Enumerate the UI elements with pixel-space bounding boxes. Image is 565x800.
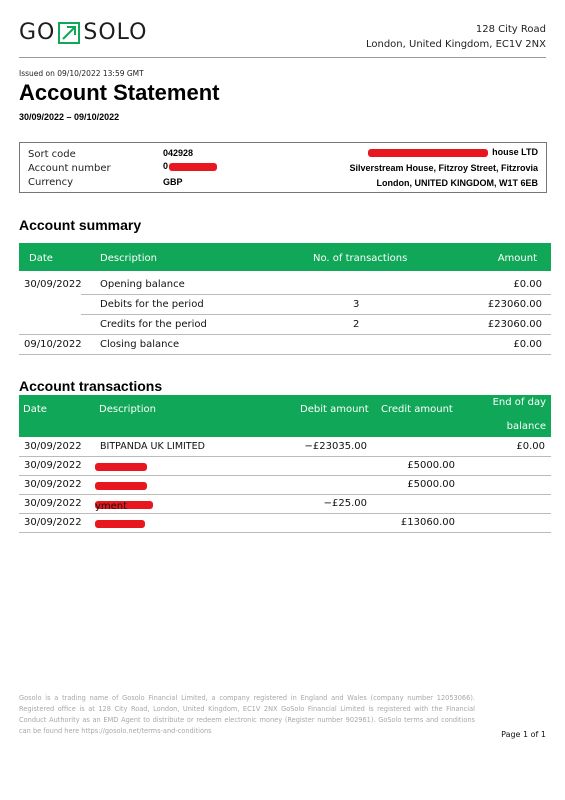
cell-debit: −£23035.00 — [304, 441, 367, 452]
transaction-row — [19, 456, 551, 476]
summary-header-row — [19, 243, 551, 271]
cell-date: 30/09/2022 — [24, 517, 82, 528]
redaction-mark — [95, 482, 147, 490]
cell-credit: £13060.00 — [400, 517, 455, 528]
summary-heading: Account summary — [19, 217, 142, 233]
summary-row — [19, 275, 551, 295]
cell-date: 09/10/2022 — [24, 339, 82, 350]
cell-description: Credits for the period — [100, 319, 207, 330]
company-address — [366, 22, 546, 52]
col-header-date: Date — [29, 253, 53, 264]
cell-date: 30/09/2022 — [24, 479, 82, 490]
cell-date: 30/09/2022 — [24, 441, 82, 452]
currency-label: Currency — [28, 177, 74, 188]
summary-row — [19, 315, 551, 335]
cell-date: 30/09/2022 — [24, 279, 82, 290]
col-header-amount: Amount — [497, 253, 537, 264]
cell-credit: £5000.00 — [407, 479, 455, 490]
row-divider — [19, 354, 551, 355]
cell-amount: £0.00 — [513, 279, 542, 290]
cell-date: 30/09/2022 — [24, 460, 82, 471]
cell-credit: £5000.00 — [407, 460, 455, 471]
issued-date: Issued on 09/10/2022 13:59 GMT — [19, 69, 144, 78]
redaction-mark — [368, 149, 488, 157]
statement-period: 30/09/2022 – 09/10/2022 — [19, 112, 120, 122]
holder-name: house LTD — [368, 147, 538, 157]
cell-debit: −£25.00 — [323, 498, 367, 509]
logo-text-go: GO — [19, 20, 56, 45]
col-header-description: Description — [100, 253, 157, 264]
cell-count: 2 — [353, 319, 360, 330]
col-header-credit: Credit amount — [381, 404, 453, 415]
address-line-2: London, United Kingdom, EC1V 2NX — [365, 39, 546, 50]
summary-row — [19, 335, 551, 355]
header-divider — [19, 57, 546, 58]
cell-date: 30/09/2022 — [24, 498, 82, 509]
arrow-logo-icon — [58, 22, 80, 44]
holder-address-2: London, UNITED KINGDOM, W1T 6EB — [376, 178, 538, 188]
logo-text-solo: SOLO — [83, 20, 148, 45]
page-title: Account Statement — [19, 80, 220, 105]
col-header-debit: Debit amount — [300, 404, 369, 415]
cell-description: Debits for the period — [100, 299, 204, 310]
transaction-row — [19, 437, 551, 457]
transaction-row — [19, 513, 551, 533]
cell-balance: £0.00 — [516, 441, 545, 452]
cell-amount: £23060.00 — [487, 319, 542, 330]
redaction-mark — [169, 163, 217, 171]
cell-amount: £0.00 — [513, 339, 542, 350]
holder-address-1: Silverstream House, Fitzroy Street, Fitzrovia — [349, 163, 538, 173]
page-number: Page 1 of 1 — [501, 730, 546, 739]
cell-count: 3 — [353, 299, 360, 310]
transactions-heading: Account transactions — [19, 378, 163, 394]
redaction-mark — [95, 520, 145, 528]
account-info-box — [19, 142, 547, 193]
col-header-description: Description — [99, 404, 156, 415]
col-header-count: No. of transactions — [313, 253, 408, 264]
transactions-header-row — [19, 395, 551, 437]
cell-amount: £23060.00 — [487, 299, 542, 310]
currency-value: GBP — [163, 177, 183, 187]
redaction-mark — [95, 463, 147, 471]
gosolo-logo — [19, 20, 147, 45]
address-line-1: 128 City Road — [475, 24, 546, 35]
col-header-balance: End of day — [492, 397, 546, 408]
account-number-value: 0 — [163, 161, 217, 171]
row-divider — [19, 532, 551, 533]
col-header-balance-line2: balance — [506, 421, 546, 432]
cell-description: Opening balance — [100, 279, 185, 290]
cell-description: Closing balance — [100, 339, 180, 350]
col-header-date: Date — [23, 404, 47, 415]
summary-row — [19, 295, 551, 315]
transaction-row: 30/09/2022 yment −£25.00 — [24, 498, 367, 512]
sort-code-value: 042928 — [163, 148, 194, 158]
legal-footer: Gosolo is a trading name of Gosolo Financial Limited, a company registered in England and Wales (company number 12053066). Registered office is at 128 City Road, London, United Kingdom, EC1V 2NX GoSolo Financial Limited is registered with the Financial Conduct Authority as an EMD Agent to distribute or redeem electronic money (Register number 902961). GoSolo terms and conditions can be found here https://gosolo.net/terms-and-conditions — [19, 694, 475, 735]
sort-code-label: Sort code — [28, 149, 76, 160]
transaction-row — [19, 475, 551, 495]
account-number-label: Account number — [28, 163, 111, 174]
cell-description: BITPANDA UK LIMITED — [100, 441, 205, 452]
